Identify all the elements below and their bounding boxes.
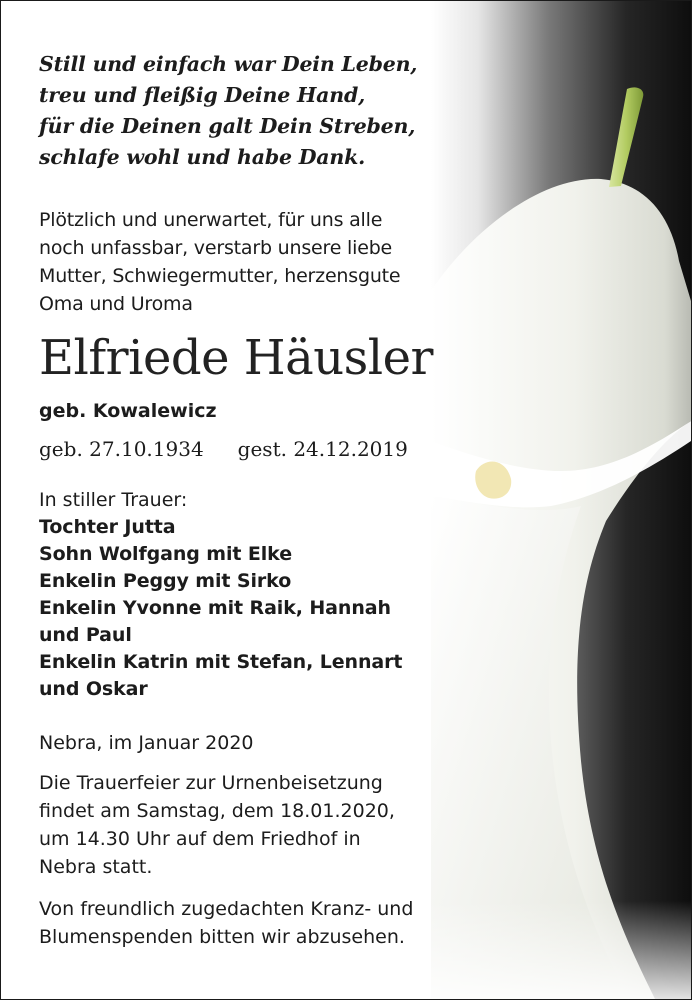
announcement-line: noch unfassbar, verstarb unsere liebe	[39, 237, 393, 259]
verse-line: treu und fleißig Deine Hand,	[39, 83, 366, 107]
closing-line: Von freundlich zugedachten Kranz- und	[39, 898, 414, 920]
announcement-line: Plötzlich und unerwartet, für uns alle	[39, 209, 383, 231]
mourner-entry: Enkelin Peggy mit Sirko	[39, 570, 292, 592]
closing-line: Blumenspenden bitten wir abzusehen.	[39, 926, 405, 948]
funeral-line: findet am Samstag, dem 18.01.2020,	[39, 800, 395, 822]
mourner-entry: Tochter Jutta	[39, 516, 176, 538]
birth-date: geb. 27.10.1934	[39, 437, 204, 461]
calla-lily-image	[431, 1, 691, 1000]
announcement-text	[39, 206, 459, 318]
verse-line: Still und einfach war Dein Leben,	[39, 52, 418, 76]
mourners-list	[39, 487, 459, 703]
mourner-entry: Enkelin Katrin mit Stefan, Lennart	[39, 651, 403, 673]
mourner-entry: Sohn Wolfgang mit Elke	[39, 543, 292, 565]
obituary-text	[39, 49, 459, 951]
maiden-name: geb. Kowalewicz	[39, 400, 217, 422]
announcement-line: Oma und Uroma	[39, 293, 193, 315]
mourners-heading: In stiller Trauer:	[39, 489, 188, 511]
funeral-line: um 14.30 Uhr auf dem Friedhof in	[39, 828, 361, 850]
place-and-date: Nebra, im Januar 2020	[39, 732, 254, 754]
funeral-line: Nebra statt.	[39, 856, 153, 878]
mourner-entry: Enkelin Yvonne mit Raik, Hannah	[39, 597, 391, 619]
mourner-entry: und Oskar	[39, 678, 148, 700]
memorial-verse	[39, 49, 459, 173]
mourner-entry: und Paul	[39, 624, 132, 646]
closing-note	[39, 895, 459, 951]
life-dates	[39, 435, 459, 463]
funeral-details	[39, 769, 459, 881]
funeral-line: Die Trauerfeier zur Urnenbeisetzung	[39, 772, 383, 794]
announcement-line: Mutter, Schwiegermutter, herzensgute	[39, 265, 401, 287]
death-date: gest. 24.12.2019	[237, 437, 408, 461]
verse-line: für die Deinen galt Dein Streben,	[39, 114, 416, 138]
deceased-name: Elfriede Häusler	[39, 330, 433, 386]
verse-line: schlafe wohl und habe Dank.	[39, 145, 366, 169]
calla-lily-icon	[431, 1, 691, 1000]
